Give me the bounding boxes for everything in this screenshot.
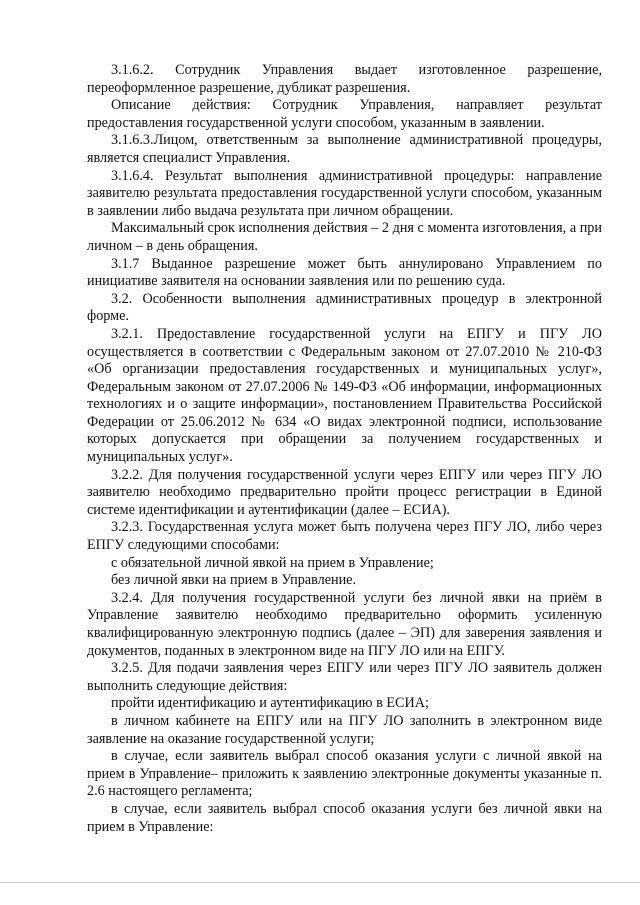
list-item-attach-docs: в случае, если заявитель выбрал способ оказания услуги с личной явкой на прием в Управление– приложить к заявлению электронные документы указанные п. 2.6 настоящего регламента; — [87, 748, 602, 800]
paragraph-3-2-5: 3.2.5. Для подачи заявления через ЕПГУ или через ПГУ ЛО заявитель должен выполнить следующие действия: — [87, 660, 602, 694]
list-item-no-visit: в случае, если заявитель выбрал способ оказания услуги без личной явки на прием в Управление: — [87, 800, 602, 835]
list-item-esia: пройти идентификацию и аутентификацию в ЕСИА; — [111, 695, 429, 712]
paragraph-3-1-6-3: 3.1.6.3.Лицом, ответственным за выполнение административной процедуры, является специалист Управления. — [87, 132, 602, 166]
paragraph-3-1-6-2: 3.1.6.2. Сотрудник Управления выдает изготовленное разрешение, переоформленное разрешение, дубликат разрешения. — [87, 62, 602, 96]
paragraph-max-term: Максимальный срок исполнения действия – 2 дня с момента изготовления, а при личном – в день обращения. — [87, 220, 602, 254]
paragraph-3-2: 3.2. Особенности выполнения административных процедур в электронной форме. — [87, 290, 602, 325]
paragraph-3-1-7: 3.1.7 Выданное разрешение может быть аннулировано Управлением по инициативе заявителя на основании заявления или по решению суда. — [87, 255, 602, 290]
list-item-fill-form: в личном кабинете на ЕПГУ или на ПГУ ЛО заполнить в электронном виде заявление на оказание государственной услуги; — [87, 712, 602, 747]
list-item-without-visit: без личной явки на прием в Управление. — [111, 572, 357, 589]
paragraph-3-2-1: 3.2.1. Предоставление государственной услуги на ЕПГУ и ПГУ ЛО осуществляется в соответствии с Федеральным законом от 27.07.2010 № 210-ФЗ «Об организации предоставления государственных и муниципальных услуг», Федеральным законом от 27.07.2006 № 149-ФЗ «Об информации, информационных технологиях и о защите информации», постановлением Правительства Российской Федерации от 25.06.2012 № 634 «О видах электронной подписи, использование которых допускается при обращении за получением государственных и муниципальных услуг». — [87, 325, 602, 466]
paragraph-3-2-4: 3.2.4. Для получения государственной услуги без личной явки на приём в Управление заявителю необходимо предварительно оформить усиленную квалифицированную электронную подпись (далее – ЭП) для заверения заявления и документов, поданных в электронном виде на ПГУ ЛО или на ЕПГУ. — [87, 589, 602, 659]
paragraph-description: Описание действия: Сотрудник Управления, направляет результат предоставления государственной услуги способом, указанным в заявлении. — [87, 97, 602, 131]
paragraph-3-2-3: 3.2.3. Государственная услуга может быть получена через ПГУ ЛО, либо через ЕПГУ следующими способами: — [87, 519, 602, 554]
paragraph-3-2-2: 3.2.2. Для получения государственной услуги через ЕПГУ или через ПГУ ЛО заявителю необходимо предварительно пройти процесс регистрации в Единой системе идентификации и аутентификации (далее – ЕСИА). — [87, 466, 602, 518]
paragraph-3-1-6-4: 3.1.6.4. Результат выполнения административной процедуры: направление заявителю результата предоставления государственной услуги способом, указанным в заявлении либо выдача результата при личном обращении. — [87, 167, 602, 219]
list-item-with-visit: с обязательной личной явкой на прием в Управление; — [111, 554, 434, 571]
page-bottom-divider — [0, 882, 640, 883]
